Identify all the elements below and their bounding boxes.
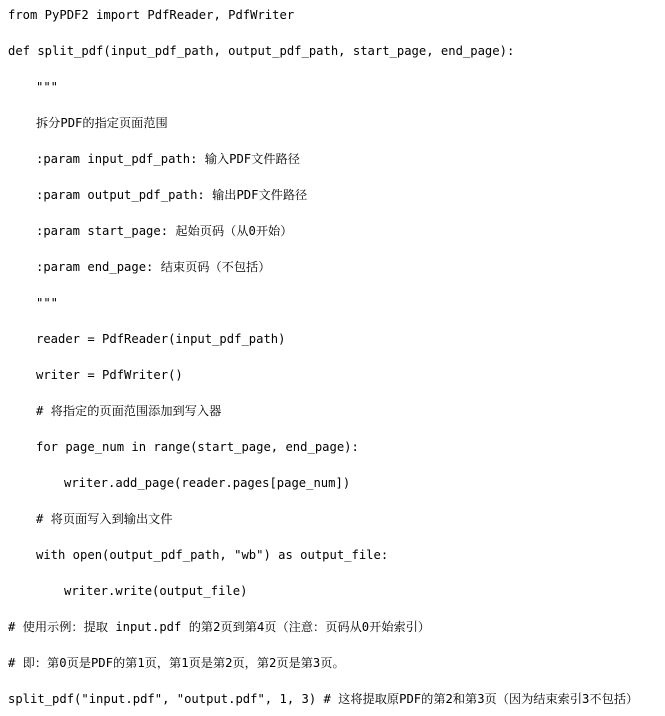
code-line-reader: reader = PdfReader(input_pdf_path) bbox=[36, 332, 286, 346]
code-line-call: split_pdf("input.pdf", "output.pdf", 1, 3) # 这将提取原PDF的第2和第3页（因为结束索引3不包括） bbox=[8, 692, 639, 706]
code-line-comment-add: # 将指定的页面范围添加到写入器 bbox=[36, 404, 222, 418]
code-line-docstring-close: """ bbox=[36, 296, 59, 310]
code-line-comment-write: # 将页面写入到输出文件 bbox=[36, 512, 173, 526]
code-line-for-loop: for page_num in range(start_page, end_page): bbox=[36, 440, 359, 454]
code-line-def: def split_pdf(input_pdf_path, output_pdf_path, start_page, end_page): bbox=[8, 44, 515, 58]
code-line-param-input: :param input_pdf_path: 输入PDF文件路径 bbox=[36, 152, 300, 166]
code-line-with-open: with open(output_pdf_path, "wb") as output_file: bbox=[36, 548, 389, 562]
code-line-add-page: writer.add_page(reader.pages[page_num]) bbox=[64, 476, 351, 490]
code-line-writer: writer = PdfWriter() bbox=[36, 368, 183, 382]
code-line-import: from PyPDF2 import PdfReader, PdfWriter bbox=[8, 8, 295, 22]
code-line-docstring-open: """ bbox=[36, 80, 59, 94]
code-line-param-output: :param output_pdf_path: 输出PDF文件路径 bbox=[36, 188, 308, 202]
code-line-comment-note: # 即：第0页是PDF的第1页，第1页是第2页，第2页是第3页。 bbox=[8, 656, 345, 670]
code-line-comment-example: # 使用示例：提取 input.pdf 的第2页到第4页（注意：页码从0开始索引） bbox=[8, 620, 431, 634]
code-line-param-end: :param end_page: 结束页码（不包括） bbox=[36, 260, 271, 274]
code-line-param-start: :param start_page: 起始页码（从0开始） bbox=[36, 224, 293, 238]
code-line-docstring-summary: 拆分PDF的指定页面范围 bbox=[36, 116, 168, 130]
code-line-write: writer.write(output_file) bbox=[64, 584, 248, 598]
